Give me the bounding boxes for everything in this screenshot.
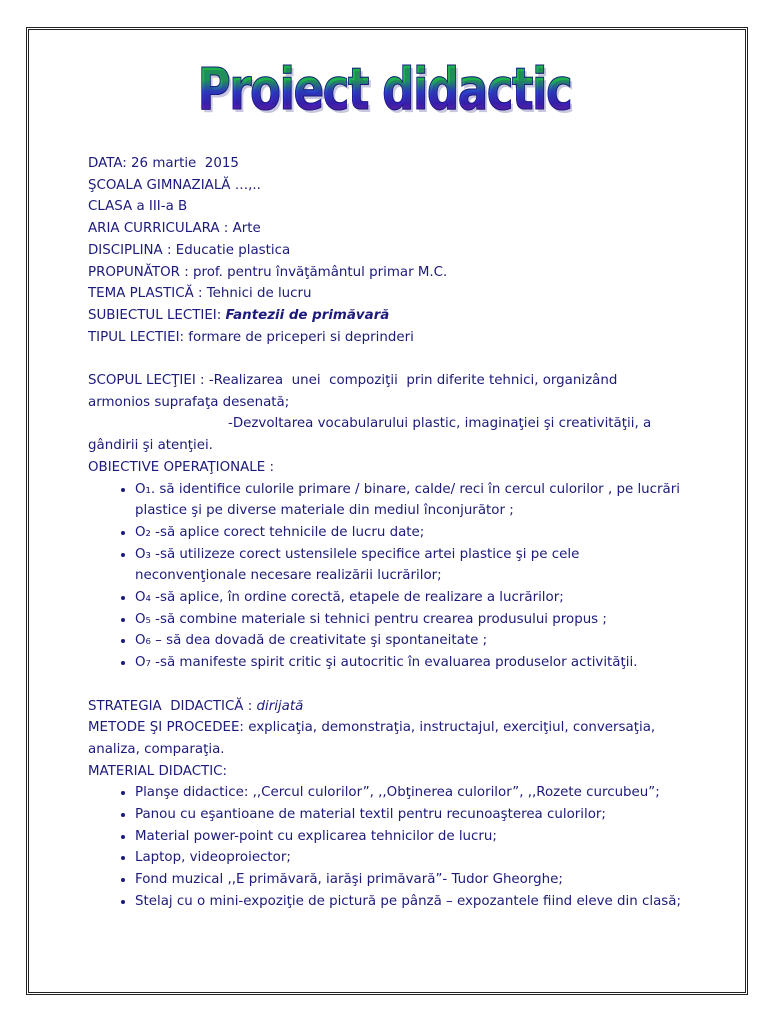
- objective-item: • O₅ -să combine materiale si tehnici pentru crearea produsului propus ;: [135, 609, 688, 631]
- material-list: [88, 782, 688, 912]
- discipline-line: DISCIPLINA : Educatie plastica: [88, 242, 291, 258]
- spacer: [88, 674, 688, 696]
- spacer: [88, 348, 688, 370]
- objective-item: • O₄ -să aplice, în ordine corectă, etapele de realizare a lucrărilor;: [135, 587, 688, 609]
- lesson-type-line: TIPUL LECTIEI: formare de priceperi si deprinderi: [88, 329, 414, 345]
- material-item: • Fond muzical ,,E primăvară, iarăşi primăvară”- Tudor Gheorghe;: [135, 869, 688, 891]
- school-line: ŞCOALA GIMNAZIALĂ …,..: [88, 177, 261, 193]
- objectives-heading: OBIECTIVE OPERAŢIONALE :: [88, 459, 274, 475]
- objectives-list: [88, 479, 688, 674]
- strategy-label: STRATEGIA DIDACTICĂ :: [88, 698, 257, 714]
- scope-line-1: SCOPUL LECŢIEI : -Realizarea unei compoziţii prin diferite tehnici, organizând: [88, 373, 618, 389]
- strategy-value: dirijată: [256, 698, 304, 714]
- material-item: • Planşe didactice: ,,Cercul culorilor”, ,,Obţinerea culorilor”, ,,Rozete curcubeu”;: [135, 782, 688, 804]
- objective-item: • O₆ – să dea dovadă de creativitate şi spontaneitate ;: [135, 630, 688, 652]
- strategy-line: [88, 696, 688, 718]
- theme-line: TEMA PLASTICĂ : Tehnici de lucru: [88, 286, 312, 302]
- material-item: • Material power-point cu explicarea tehnicilor de lucru;: [135, 826, 688, 848]
- scope-line-3: -Dezvoltarea vocabularului plastic, imaginaţiei şi creativităţii, a: [228, 416, 652, 432]
- class-line: CLASA a III-a B: [88, 199, 188, 215]
- title-block: [0, 55, 768, 123]
- material-item: • Panou cu eşantioane de material textil pentru recunoaşterea culorilor;: [135, 804, 688, 826]
- scope-line-4: gândirii şi atenţiei.: [88, 438, 213, 454]
- subject-line: [88, 305, 688, 327]
- material-item: • Laptop, videoproiector;: [135, 847, 688, 869]
- methods-line: METODE ŞI PROCEDEE: explicaţia, demonstraţia, instructajul, exerciţiul, conversaţia, analiza, comparaţia.: [88, 720, 660, 757]
- document-body: [88, 153, 688, 913]
- material-heading: MATERIAL DIDACTIC:: [88, 763, 228, 779]
- curricular-area-line: ARIA CURRICULARA : Arte: [88, 221, 261, 237]
- subject-label: SUBIECTUL LECTIEI:: [88, 307, 226, 323]
- objective-item: • O₂ -să aplice corect tehnicile de lucru date;: [135, 522, 688, 544]
- scope-line-2: armonios suprafaţa desenată;: [88, 394, 290, 410]
- document-title: Proiect didactic: [197, 55, 571, 123]
- objective-item: • O₃ -să utilizeze corect ustensilele specifice artei plastice şi pe cele neconvenţionale necesare realizării lucrărilor;: [135, 544, 688, 587]
- subject-value: Fantezii de primăvară: [225, 307, 390, 323]
- material-item: • Stelaj cu o mini-expoziţie de pictură pe pânză – expozantele fiind eleve din clasă;: [135, 891, 688, 913]
- date-line: DATA: 26 martie 2015: [88, 156, 239, 171]
- objective-item: • O₁. să identifice culorile primare / binare, calde/ reci în cercul culorilor , pe lucrări plastice şi pe diverse materiale din mediul înconjurător ;: [135, 479, 688, 522]
- objective-item: • O₇ -să manifeste spirit critic şi autocritic în evaluarea produselor activităţii.: [135, 652, 688, 674]
- proposer-line: PROPUNĂTOR : prof. pentru învăţământul primar M.C.: [88, 264, 448, 280]
